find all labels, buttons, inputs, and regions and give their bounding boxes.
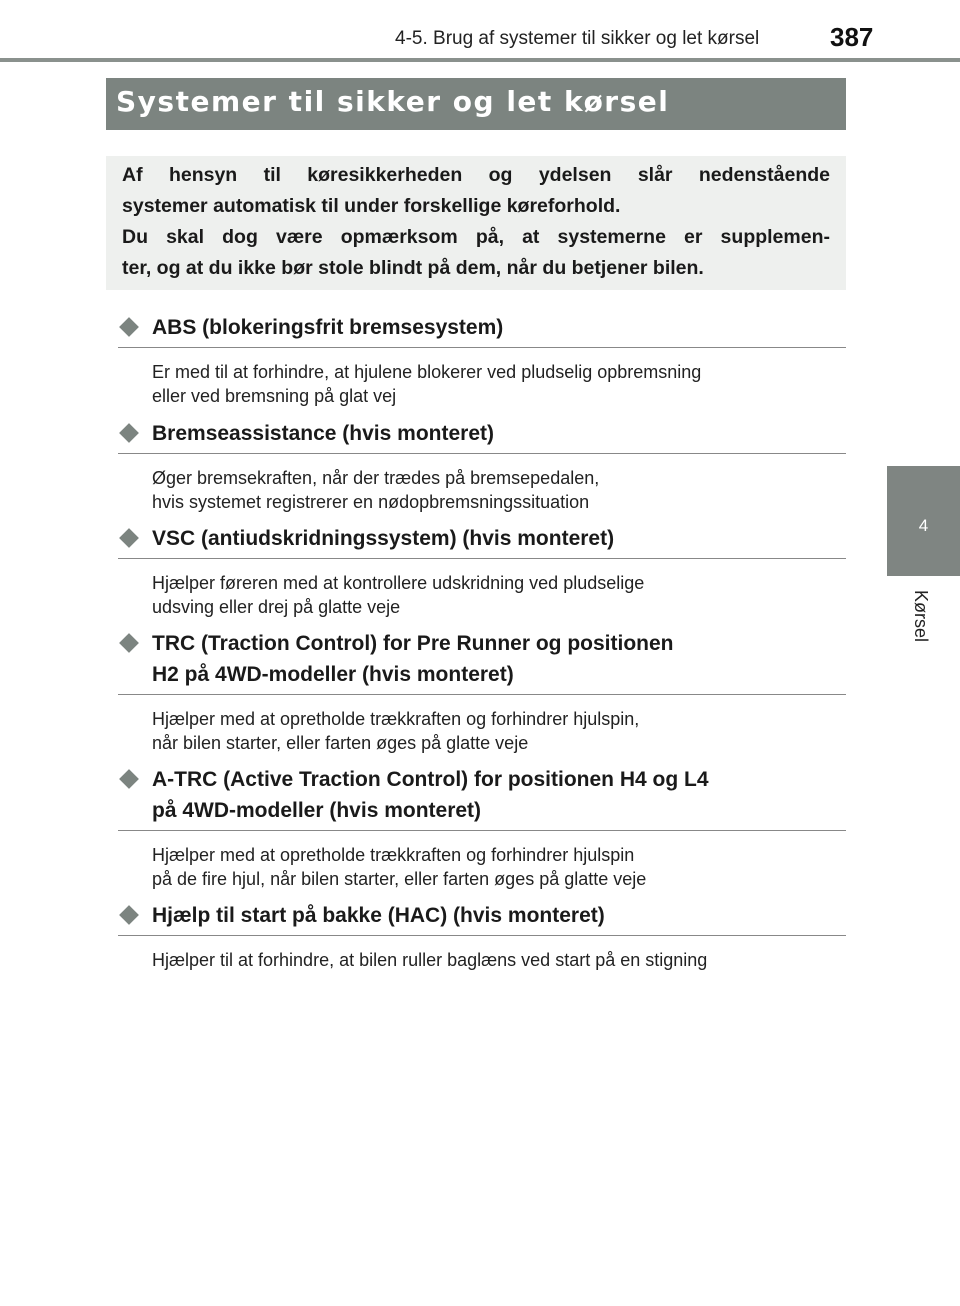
item-body xyxy=(118,707,846,755)
item-divider xyxy=(118,935,846,936)
item-heading-text: Hjælp til start på bakke (HAC) (hvis monteret) xyxy=(152,904,605,927)
item-divider xyxy=(118,694,846,695)
diamond-bullet-icon xyxy=(119,317,139,337)
intro-line: Af hensyn til køresikkerheden og ydelsen slår nedenstående xyxy=(122,164,830,186)
intro-line: systemer automatisk til under forskellige køreforhold. xyxy=(122,195,621,217)
system-item-brake-assist xyxy=(118,418,846,514)
diamond-bullet-icon xyxy=(119,905,139,925)
item-body-line: hvis systemet registrerer en nødopbremsningssituation xyxy=(152,492,590,512)
section-title: 4-5. Brug af systemer til sikker og let kørsel xyxy=(395,28,760,49)
item-body xyxy=(118,360,846,408)
item-body-line: Øger bremsekraften, når der trædes på bremsepedalen, xyxy=(152,468,600,488)
item-body xyxy=(118,571,846,619)
item-body-line: udsving eller drej på glatte veje xyxy=(152,597,401,617)
item-heading-text: på 4WD-modeller (hvis monteret) xyxy=(152,799,482,822)
item-body-line: Hjælper til at forhindre, at bilen ruller baglæns ved start på en stigning xyxy=(152,950,708,970)
chapter-tab xyxy=(887,466,960,576)
page-title-bar xyxy=(106,78,846,130)
chapter-number: 4 xyxy=(918,516,929,535)
item-heading-text: ABS (blokeringsfrit bremsesystem) xyxy=(152,316,504,339)
item-body-line: Hjælper med at opretholde trækkraften og forhindrer hjulspin xyxy=(152,845,635,865)
item-heading xyxy=(118,764,846,826)
intro-text xyxy=(122,160,830,284)
item-heading xyxy=(118,523,846,554)
item-heading xyxy=(118,900,846,931)
item-body xyxy=(118,466,846,514)
diamond-bullet-icon xyxy=(119,633,139,653)
item-heading xyxy=(118,628,846,690)
item-body xyxy=(118,843,846,891)
item-heading-text: Bremseassistance (hvis monteret) xyxy=(152,422,494,445)
item-heading-text: VSC (antiudskridningssystem) (hvis monteret) xyxy=(152,527,615,550)
item-body-line: når bilen starter, eller farten øges på glatte veje xyxy=(152,733,529,753)
diamond-bullet-icon xyxy=(119,769,139,789)
intro-line: Du skal dog være opmærksom på, at systemerne er supplemen- xyxy=(122,226,830,248)
item-divider xyxy=(118,453,846,454)
item-heading-text: TRC (Traction Control) for Pre Runner og positionen xyxy=(152,632,674,655)
item-body-line: på de fire hjul, når bilen starter, eller farten øges på glatte veje xyxy=(152,869,647,889)
intro-line: ter, og at du ikke bør stole blindt på dem, når du betjener bilen. xyxy=(122,257,704,279)
item-divider xyxy=(118,830,846,831)
item-body-line: eller ved bremsning på glat vej xyxy=(152,386,397,406)
page-title: Systemer til sikker og let kørsel xyxy=(116,85,670,118)
item-heading xyxy=(118,312,846,343)
diamond-bullet-icon xyxy=(119,528,139,548)
item-heading xyxy=(118,418,846,449)
item-heading-text: A-TRC (Active Traction Control) for positionen H4 og L4 xyxy=(152,768,709,791)
system-item-a-trc xyxy=(118,764,846,891)
header-divider xyxy=(0,58,960,62)
system-item-trc xyxy=(118,628,846,755)
system-item-abs xyxy=(118,312,846,408)
intro-box xyxy=(106,156,846,290)
item-body-line: Er med til at forhindre, at hjulene blokerer ved pludselig opbremsning xyxy=(152,362,702,382)
item-heading-text: H2 på 4WD-modeller (hvis monteret) xyxy=(152,663,514,686)
item-body-line: Hjælper med at opretholde trækkraften og forhindrer hjulspin, xyxy=(152,709,640,729)
item-divider xyxy=(118,347,846,348)
item-body xyxy=(118,948,846,972)
page-number: 387 xyxy=(830,22,874,52)
item-divider xyxy=(118,558,846,559)
chapter-label: Kørsel xyxy=(911,590,931,643)
system-item-hac xyxy=(118,900,846,972)
item-body-line: Hjælper føreren med at kontrollere udskridning ved pludselige xyxy=(152,573,645,593)
system-item-vsc xyxy=(118,523,846,619)
diamond-bullet-icon xyxy=(119,423,139,443)
